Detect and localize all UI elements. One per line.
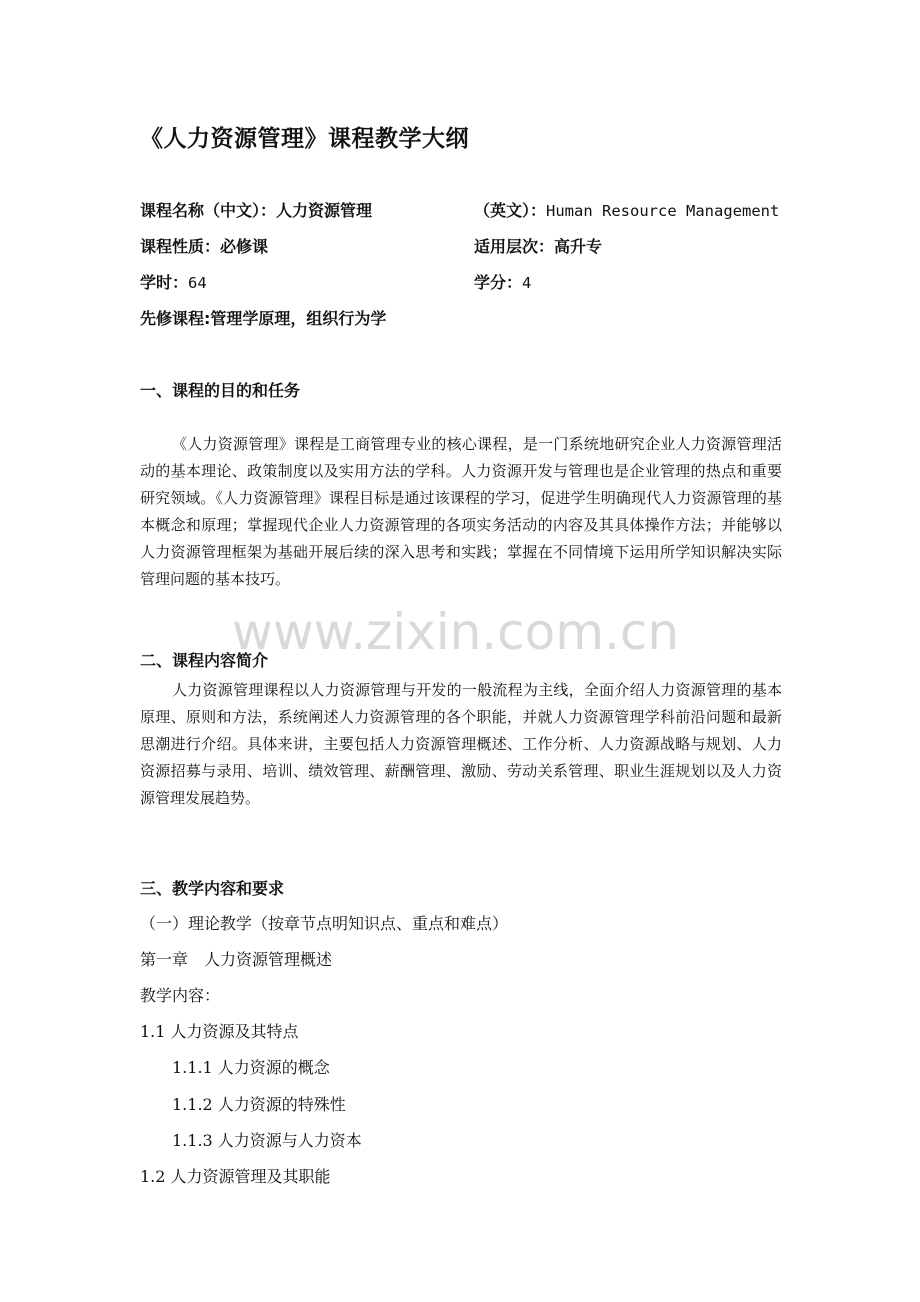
course-hours [140, 270, 207, 293]
course-credits-value: 4 [522, 274, 532, 292]
outline-chapter: 第一章 人力资源管理概述 [140, 950, 333, 969]
section-heading-2: 二、课程内容简介 [140, 651, 269, 670]
course-nature: 课程性质：必修课 [140, 237, 269, 256]
course-name-en [474, 198, 779, 221]
course-credits-label: 学分： [474, 273, 523, 292]
course-hours-value: 64 [188, 274, 207, 292]
course-credits [474, 270, 531, 293]
outline-subitem: 1.1.2 人力资源的特殊性 [172, 1095, 346, 1114]
course-level: 适用层次：高升专 [474, 237, 603, 256]
outline-subitem: 1.1.1 人力资源的概念 [172, 1058, 330, 1077]
outline-content-label: 教学内容： [140, 986, 221, 1005]
section-body-2: 人力资源管理课程以人力资源管理与开发的一般流程为主线，全面介绍人力资源管理的基本原理、原则和方法，系统阐述人力资源管理的各个职能，并就人力资源管理学科前沿问题和最新思潮进行介绍。具体来讲，主要包括人力资源管理概述、工作分析、人力资源战略与规划、人力资源招募与录用、培训、绩效管理、薪酬管理、激励、劳动关系管理、职业生涯规划以及人力资源管理发展趋势。 [140, 681, 782, 807]
course-name-cn: 课程名称（中文）：人力资源管理 [140, 201, 373, 220]
document-title: 《人力资源管理》课程教学大纲 [140, 126, 469, 152]
section-heading-1: 一、课程的目的和任务 [140, 381, 301, 400]
outline-item: 1.1 人力资源及其特点 [140, 1022, 299, 1041]
course-name-en-label: （英文）： [474, 201, 547, 220]
outline-item: 1.2 人力资源管理及其职能 [140, 1167, 331, 1186]
outline-subheading: （一）理论教学（按章节点明知识点、重点和难点） [140, 914, 509, 933]
outline-subitem: 1.1.3 人力资源与人力资本 [172, 1131, 362, 1150]
section-heading-3: 三、教学内容和要求 [140, 879, 285, 898]
course-prerequisites: 先修课程:管理学原理，组织行为学 [140, 309, 387, 328]
course-hours-label: 学时： [140, 273, 189, 292]
course-name-en-value: Human Resource Management [546, 202, 780, 220]
watermark: www.zixin.com.cn [232, 603, 680, 661]
section-body-1: 《人力资源管理》课程是工商管理专业的核心课程，是一门系统地研究企业人力资源管理活动的基本理论、政策制度以及实用方法的学科。人力资源开发与管理也是企业管理的热点和重要研究领域。《人力资源管理》课程目标是通过该课程的学习，促进学生明确现代人力资源管理的基本概念和原理；掌握现代企业人力资源管理的各项实务活动的内容及其具体操作方法；并能够以人力资源管理框架为基础开展后续的深入思考和实践；掌握在不同情境下运用所学知识解决实际管理问题的基本技巧。 [140, 435, 782, 588]
